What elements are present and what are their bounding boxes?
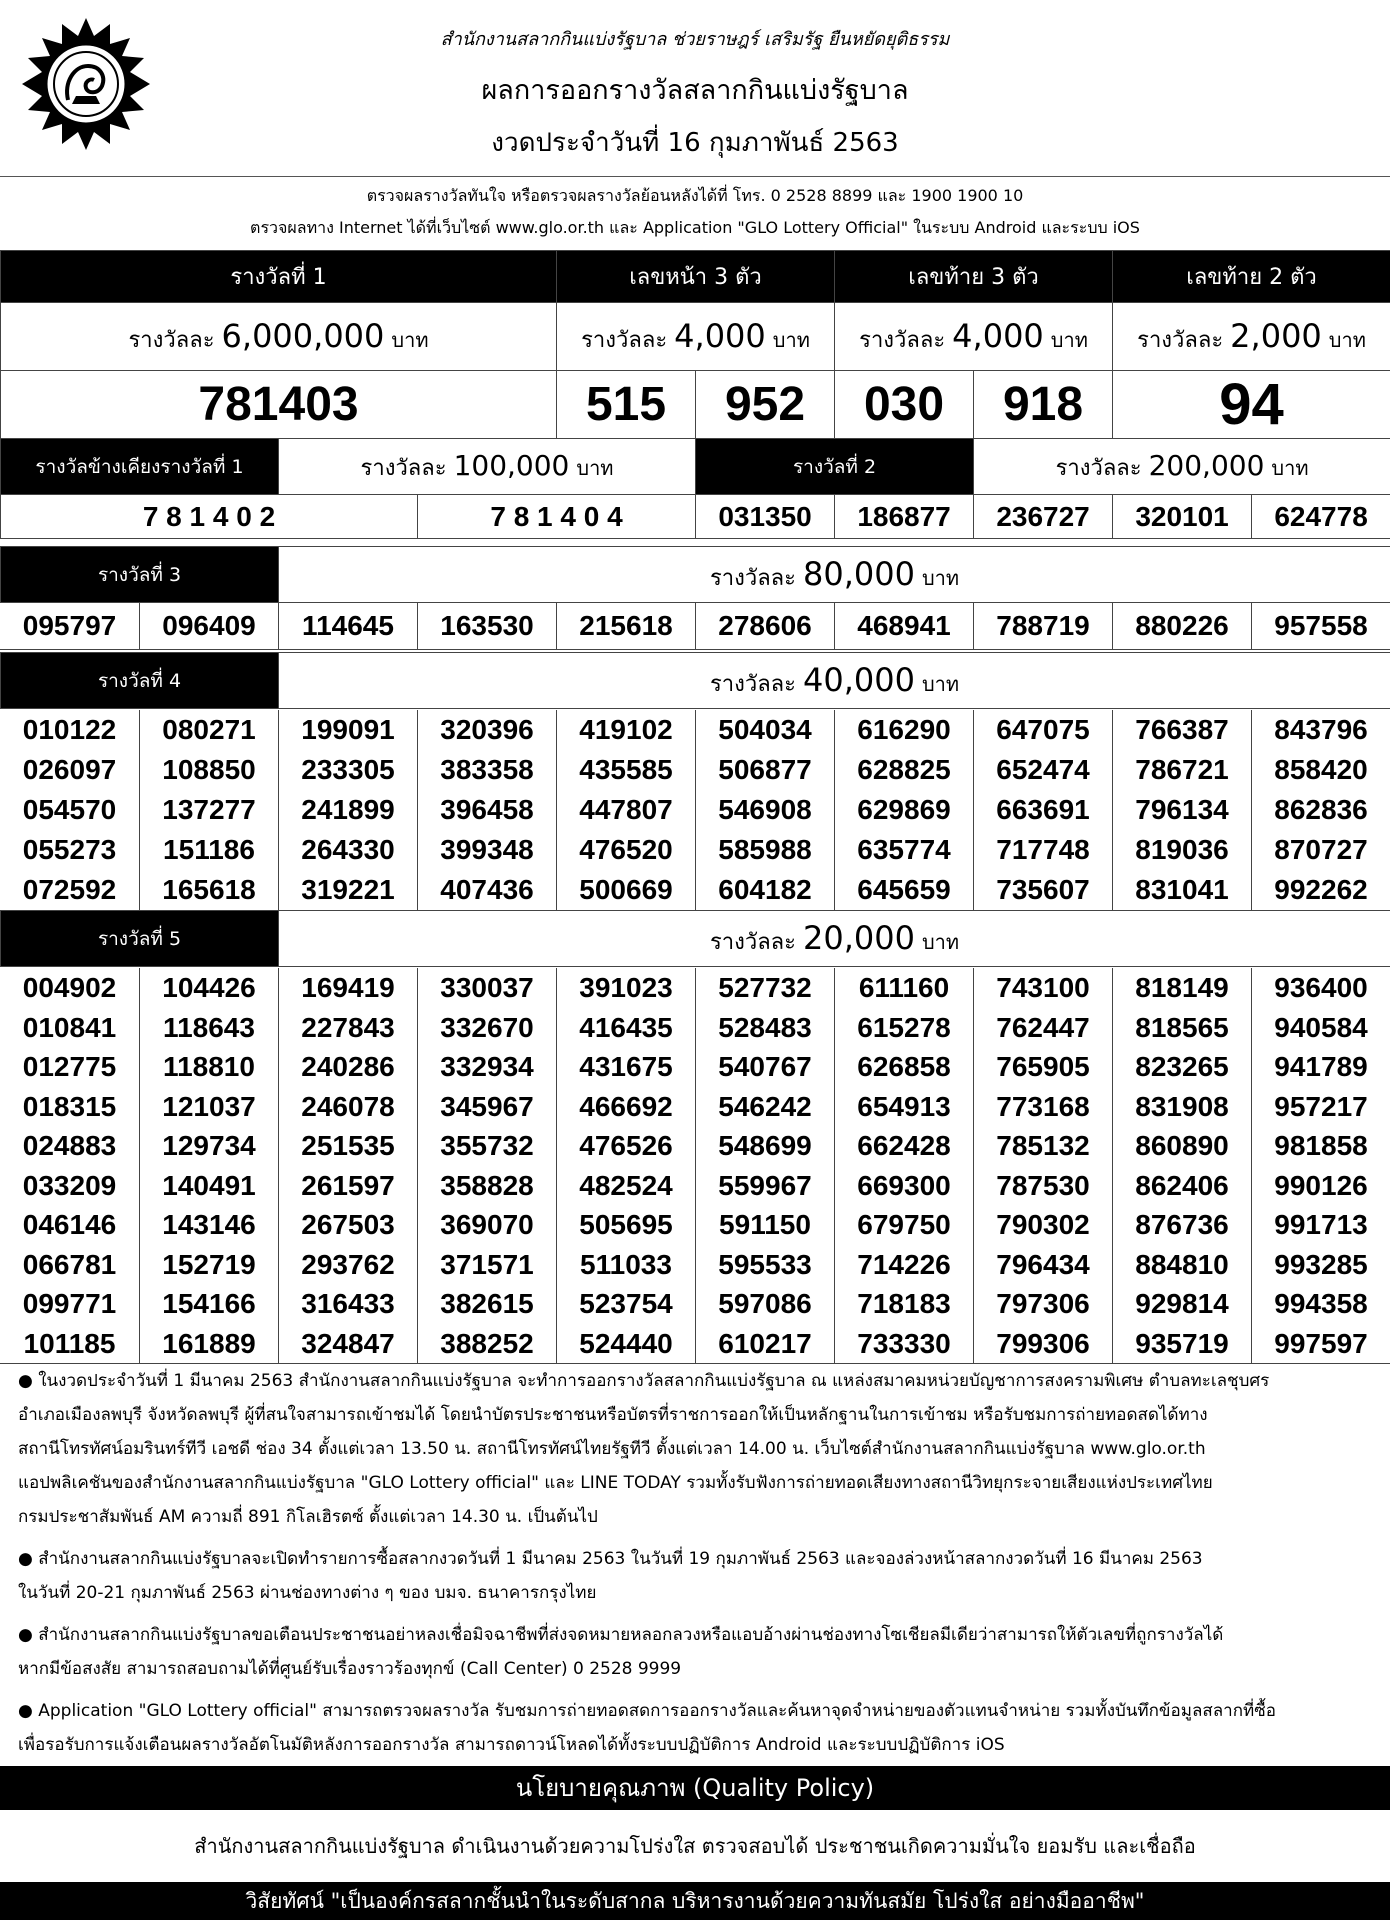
- first-prize-label: รางวัลที่ 1: [1, 251, 557, 303]
- fifth-prize-number: 790302: [973, 1205, 1112, 1245]
- second-prize-number: 031350: [696, 495, 835, 539]
- front3-amount: [557, 303, 835, 371]
- amount-value: 2,000: [1230, 316, 1322, 355]
- front3-number: 515: [557, 371, 696, 439]
- fourth-prize-number: 546908: [695, 790, 834, 830]
- amount-unit: บาท: [391, 327, 429, 352]
- third-prize-number: 163530: [417, 603, 556, 649]
- near-first-label: รางวัลข้างเคียงรางวัลที่ 1: [1, 439, 279, 495]
- fifth-prize-number: 240286: [278, 1047, 417, 1087]
- amount-value: 80,000: [802, 554, 915, 593]
- fifth-prize-number: 994358: [1251, 1284, 1390, 1324]
- fifth-prize-number: 981858: [1251, 1126, 1390, 1166]
- third-prize-number: 788719: [973, 603, 1112, 649]
- fifth-prize-number: 524440: [556, 1324, 695, 1364]
- third-prize-number: 096409: [139, 603, 278, 649]
- amount-unit: บาท: [921, 565, 960, 590]
- fifth-prize-number: 267503: [278, 1205, 417, 1245]
- fifth-prize-number: 527732: [695, 968, 834, 1008]
- fifth-prize-number: 595533: [695, 1245, 834, 1285]
- amount-prefix: รางวัลละ: [128, 327, 215, 353]
- fourth-prize-number: 604182: [695, 870, 834, 910]
- fifth-prize-number: 227843: [278, 1008, 417, 1048]
- fifth-prize-number: 799306: [973, 1324, 1112, 1364]
- last2-label: เลขท้าย 2 ตัว: [1113, 251, 1390, 303]
- fifth-prize-number: 797306: [973, 1284, 1112, 1324]
- fifth-prize-number: 101185: [23, 1327, 116, 1359]
- fourth-prize-number: 241899: [278, 790, 417, 830]
- first-prize-amount: [1, 303, 557, 371]
- fifth-prize-number: 860890: [1112, 1126, 1251, 1166]
- fourth-prize-number: 506877: [695, 750, 834, 790]
- third-prize-number: 095797: [22, 610, 117, 641]
- fourth-prize-number: 137277: [139, 790, 278, 830]
- glo-seal-logo: [18, 16, 154, 152]
- fifth-prize-number: 355732: [417, 1126, 556, 1166]
- fourth-prize-number: 629869: [834, 790, 973, 830]
- fifth-prize-number: 528483: [695, 1008, 834, 1048]
- fourth-prize-number: 407436: [417, 870, 556, 910]
- slogan: สำนักงานสลากกินแบ่งรัฐบาล ช่วยราษฎร์ เสริมรัฐ ยืนหยัดยุติธรรม: [440, 29, 950, 50]
- fifth-prize-number: 990126: [1251, 1166, 1390, 1206]
- fifth-prize-numbers: [0, 968, 1390, 1364]
- near-first-number: 7 8 1 4 0 2: [1, 495, 418, 539]
- fifth-prize-table: [0, 910, 1390, 967]
- fourth-prize-number: 717748: [973, 830, 1112, 870]
- fifth-prize-label: รางวัลที่ 5: [1, 911, 279, 967]
- amount-value: 100,000: [453, 448, 570, 482]
- amount-unit: บาท: [576, 455, 614, 480]
- fourth-prize-number: 616290: [834, 710, 973, 750]
- amount-value: 40,000: [802, 660, 915, 699]
- fifth-prize-number: 548699: [695, 1126, 834, 1166]
- fifth-prize-number: 540767: [695, 1047, 834, 1087]
- fifth-prize-number: 940584: [1251, 1008, 1390, 1048]
- amount-prefix: รางวัลละ: [709, 929, 796, 955]
- fourth-prize-amount: [279, 653, 1390, 709]
- fourth-prize-number: 862836: [1251, 790, 1390, 830]
- announcement-item: [18, 1618, 1378, 1686]
- fourth-prize-number: 233305: [278, 750, 417, 790]
- fifth-prize-number: 991713: [1251, 1205, 1390, 1245]
- fourth-prize-number: 199091: [278, 710, 417, 750]
- last2-number: 94: [1113, 371, 1390, 439]
- fifth-prize-number: 476526: [556, 1126, 695, 1166]
- fourth-prize-label: รางวัลที่ 4: [1, 653, 279, 709]
- fifth-prize-number: 818565: [1112, 1008, 1251, 1048]
- fourth-prize-number: 735607: [973, 870, 1112, 910]
- fourth-prize-number: 647075: [973, 710, 1112, 750]
- fifth-prize-number: 118810: [139, 1047, 278, 1087]
- fourth-prize-number: 264330: [278, 830, 417, 870]
- fourth-prize-number: 585988: [695, 830, 834, 870]
- fourth-prize-number: 663691: [973, 790, 1112, 830]
- fifth-prize-number: 654913: [834, 1087, 973, 1127]
- third-prize-number: 468941: [834, 603, 973, 649]
- amount-prefix: รางวัลละ: [859, 327, 946, 353]
- fifth-prize-number: 416435: [556, 1008, 695, 1048]
- announcement-line: ● สำนักงานสลากกินแบ่งรัฐบาลขอเตือนประชาชนอย่าหลงเชื่อมิจฉาชีพที่ส่งจดหมายหลอกลวงหรือแอบอ้างผ่านช่องทางโซเชียลมีเดียว่าสามารถให้ตัวเลขที่ถูกรางวัลได้: [18, 1625, 1224, 1645]
- fifth-prize-number: 121037: [139, 1087, 278, 1127]
- announcement-line: ● ในงวดประจำวันที่ 1 มีนาคม 2563 สำนักงานสลากกินแบ่งรัฐบาล จะทำการออกรางวัลสลากกินแบ่งรัฐบาล ณ แหล่งสมาคมหน่วยบัญชาการสงครามพิเศษ ตำบลทะเลชุบศร: [18, 1371, 1270, 1391]
- fifth-prize-number: 358828: [417, 1166, 556, 1206]
- fifth-prize-number: 993285: [1251, 1245, 1390, 1285]
- fifth-prize-number: 884810: [1112, 1245, 1251, 1285]
- divider: [0, 176, 1390, 177]
- amount-value: 20,000: [802, 918, 915, 957]
- fourth-prize-number: 796134: [1112, 790, 1251, 830]
- announcement-line: สถานีโทรทัศน์อมรินทร์ทีวี เอชดี ช่อง 34 ตั้งแต่เวลา 13.50 น. สถานีโทรทัศน์ไทยรัฐทีวี ตั้งแต่เวลา 14.00 น. เว็บไซต์สำนักงานสลากกินแบ่งรัฐบาล www.glo.or.th: [18, 1439, 1206, 1459]
- third-prize-table: [0, 546, 1390, 603]
- fifth-prize-number: 941789: [1251, 1047, 1390, 1087]
- fifth-prize-number: 662428: [834, 1126, 973, 1166]
- quality-policy-text: สำนักงานสลากกินแบ่งรัฐบาล ดำเนินงานด้วยความโปร่งใส ตรวจสอบได้ ประชาชนเกิดความมั่นใจ ยอมรับ และเชื่อถือ: [194, 1834, 1196, 1858]
- last3-number: 030: [835, 371, 974, 439]
- fifth-prize-number: 154166: [139, 1284, 278, 1324]
- check-internet-info: ตรวจผลทาง Internet ได้ที่เว็บไซต์ www.glo.or.th และ Application "GLO Lottery Official" ในระบบ Android และระบบ iOS: [250, 218, 1140, 237]
- fourth-prize-number: 399348: [417, 830, 556, 870]
- amount-prefix: รางวัลละ: [581, 327, 668, 353]
- fifth-prize-number: 246078: [278, 1087, 417, 1127]
- fifth-prize-number: 796434: [973, 1245, 1112, 1285]
- near-first-amount: [279, 439, 696, 495]
- fifth-prize-number: 718183: [834, 1284, 973, 1324]
- amount-unit: บาท: [1271, 455, 1309, 480]
- fifth-prize-number: 382615: [417, 1284, 556, 1324]
- fifth-prize-number: 369070: [417, 1205, 556, 1245]
- fifth-prize-number: 626858: [834, 1047, 973, 1087]
- fifth-prize-number: 597086: [695, 1284, 834, 1324]
- fifth-prize-number: 046146: [22, 1209, 117, 1240]
- amount-value: 4,000: [952, 316, 1044, 355]
- announcements: [18, 1364, 1378, 1770]
- second-prize-number: 236727: [974, 495, 1113, 539]
- fifth-prize-number: 523754: [556, 1284, 695, 1324]
- fifth-prize-number: 610217: [695, 1324, 834, 1364]
- fifth-prize-number: 431675: [556, 1047, 695, 1087]
- amount-value: 200,000: [1148, 448, 1265, 482]
- third-prize-number: 278606: [695, 603, 834, 649]
- fifth-prize-number: 388252: [417, 1324, 556, 1364]
- fifth-prize-number: 773168: [973, 1087, 1112, 1127]
- amount-unit: บาท: [1328, 327, 1366, 352]
- fourth-prize-number: 151186: [139, 830, 278, 870]
- fourth-prize-number: 858420: [1251, 750, 1390, 790]
- first-prize-number: 781403: [1, 371, 557, 439]
- main-prizes-table: [0, 250, 1390, 439]
- third-prize-label: รางวัลที่ 3: [1, 547, 279, 603]
- fourth-prize-number: 435585: [556, 750, 695, 790]
- fifth-prize-number: 762447: [973, 1008, 1112, 1048]
- fourth-prize-number: 010122: [22, 714, 117, 745]
- front3-label: เลขหน้า 3 ตัว: [557, 251, 835, 303]
- fourth-prize-number: 108850: [139, 750, 278, 790]
- fifth-prize-number: 004902: [22, 972, 117, 1003]
- announcement-line: ในวันที่ 20-21 กุมภาพันธ์ 2563 ผ่านช่องทางต่าง ๆ ของ บมจ. ธนาคารกรุงไทย: [18, 1583, 597, 1603]
- third-prize-amount: [279, 547, 1390, 603]
- page-title: ผลการออกรางวัลสลากกินแบ่งรัฐบาล: [481, 75, 909, 106]
- fifth-prize-number: 169419: [278, 968, 417, 1008]
- announcement-item: [18, 1364, 1378, 1534]
- fourth-prize-number: 831041: [1112, 870, 1251, 910]
- fourth-prize-number: 843796: [1251, 710, 1390, 750]
- fifth-prize-number: 332934: [417, 1047, 556, 1087]
- second-prize-number: 320101: [1113, 495, 1252, 539]
- fourth-prize-number: 383358: [417, 750, 556, 790]
- second-prize-amount: [974, 439, 1390, 495]
- fourth-prize-number: 447807: [556, 790, 695, 830]
- fifth-prize-number: 765905: [973, 1047, 1112, 1087]
- second-prize-number: 624778: [1252, 495, 1390, 539]
- fourth-prize-number: 396458: [417, 790, 556, 830]
- fifth-prize-number: 161889: [139, 1324, 278, 1364]
- fifth-prize-number: 140491: [139, 1166, 278, 1206]
- amount-unit: บาท: [772, 327, 810, 352]
- amount-unit: บาท: [1050, 327, 1088, 352]
- fourth-prize-number: 992262: [1251, 870, 1390, 910]
- fourth-prize-number: 419102: [556, 710, 695, 750]
- announcement-line: แอปพลิเคชันของสำนักงานสลากกินแบ่งรัฐบาล "GLO Lottery official" และ LINE TODAY รวมทั้งรับฟังการถ่ายทอดเสียงทางสถานีวิทยุกระจายเสียงแห่งประเทศไทย: [18, 1473, 1213, 1493]
- check-phone-info: ตรวจผลรางวัลทันใจ หรือตรวจผลรางวัลย้อนหลังได้ที่ โทร. 0 2528 8899 และ 1900 1900 10: [366, 186, 1024, 205]
- fourth-prize-number: 080271: [139, 710, 278, 750]
- announcement-line: ● Application "GLO Lottery official" สามารถตรวจผลรางวัล รับชมการถ่ายทอดสดการออกรางวัลและค้นหาจุดจำหน่ายของตัวแทนจำหน่าย รวมทั้งบันทึกข้อมูลสลากที่ซื้อ: [18, 1701, 1276, 1721]
- last3-number: 918: [974, 371, 1113, 439]
- fifth-prize-number: 012775: [22, 1051, 117, 1082]
- fifth-prize-number: 152719: [139, 1245, 278, 1285]
- fourth-prize-number: 504034: [695, 710, 834, 750]
- announcement-line: เพื่อรอรับการแจ้งเตือนผลรางวัลอัตโนมัติหลังการออกรางวัล สามารถดาวน์โหลดได้ทั้งระบบปฏิบัติการ Android และระบบปฏิบัติการ iOS: [18, 1735, 1005, 1755]
- second-prize-number: 186877: [835, 495, 974, 539]
- amount-unit: บาท: [921, 671, 960, 696]
- fourth-prize-number: 319221: [278, 870, 417, 910]
- announcement-line: กรมประชาสัมพันธ์ AM ความถี่ 891 กิโลเฮิรตซ์ ตั้งแต่เวลา 14.30 น. เป็นต้นไป: [18, 1507, 598, 1527]
- quality-policy-title: นโยบายคุณภาพ (Quality Policy): [0, 1766, 1390, 1810]
- fifth-prize-number: 714226: [834, 1245, 973, 1285]
- fifth-prize-amount: [279, 911, 1390, 967]
- fifth-prize-number: 332670: [417, 1008, 556, 1048]
- last3-amount: [835, 303, 1113, 371]
- fifth-prize-number: 033209: [22, 1169, 117, 1201]
- amount-value: 4,000: [674, 316, 766, 355]
- amount-value: 6,000,000: [221, 316, 385, 355]
- announcement-line: อำเภอเมืองลพบุรี จังหวัดลพบุรี ผู้ที่สนใจสามารถเข้าชมได้ โดยนำบัตรประชาชนหรือบัตรที่ราชการออกให้เป็นหลักฐานในการเข้าชม หรือรับชมการถ่ายทอดสดได้ทาง: [18, 1405, 1208, 1425]
- amount-unit: บาท: [921, 929, 960, 954]
- fifth-prize-number: 293762: [278, 1245, 417, 1285]
- fifth-prize-number: 787530: [973, 1166, 1112, 1206]
- fifth-prize-number: 936400: [1251, 968, 1390, 1008]
- fourth-prize-number: 766387: [1112, 710, 1251, 750]
- fifth-prize-number: 743100: [973, 968, 1112, 1008]
- fifth-prize-number: 785132: [973, 1126, 1112, 1166]
- fifth-prize-number: 482524: [556, 1166, 695, 1206]
- fifth-prize-number: 010841: [22, 1011, 117, 1043]
- fifth-prize-number: 862406: [1112, 1166, 1251, 1206]
- fourth-prize-number: 054570: [22, 794, 117, 825]
- fourth-prize-number: 819036: [1112, 830, 1251, 870]
- fifth-prize-number: 546242: [695, 1087, 834, 1127]
- fifth-prize-number: 876736: [1112, 1205, 1251, 1245]
- header: [0, 0, 1390, 176]
- fifth-prize-number: 559967: [695, 1166, 834, 1206]
- fifth-prize-number: 251535: [278, 1126, 417, 1166]
- fifth-prize-number: 733330: [834, 1324, 973, 1364]
- fourth-prize-number: 628825: [834, 750, 973, 790]
- fifth-prize-number: 391023: [556, 968, 695, 1008]
- fourth-prize-number: 635774: [834, 830, 973, 870]
- third-prize-number: 215618: [556, 603, 695, 649]
- third-prize-numbers: [0, 602, 1390, 650]
- near-first-number: 7 8 1 4 0 4: [418, 495, 696, 539]
- fifth-prize-number: 324847: [278, 1324, 417, 1364]
- announcement-line: หากมีข้อสงสัย สามารถสอบถามได้ที่ศูนย์รับเรื่องราวร้องทุกข์ (Call Center) 0 2528 9999: [18, 1659, 682, 1679]
- fifth-prize-number: 831908: [1112, 1087, 1251, 1127]
- announcement-item: [18, 1694, 1378, 1762]
- fifth-prize-number: 466692: [556, 1087, 695, 1127]
- amount-prefix: รางวัลละ: [709, 565, 796, 591]
- fifth-prize-number: 330037: [417, 968, 556, 1008]
- fourth-prize-number: 026097: [22, 754, 117, 785]
- fourth-prize-number: 652474: [973, 750, 1112, 790]
- announcement-line: ● สำนักงานสลากกินแบ่งรัฐบาลจะเปิดทำรายการซื้อสลากงวดวันที่ 1 มีนาคม 2563 ในวันที่ 19 กุมภาพันธ์ 2563 และจองล่วงหน้าสลากงวดวันที่ 16 มีนาคม 2563: [18, 1549, 1203, 1569]
- fourth-prize-number: 476520: [556, 830, 695, 870]
- fifth-prize-number: 669300: [834, 1166, 973, 1206]
- fifth-prize-number: 024883: [22, 1130, 117, 1161]
- fifth-prize-number: 505695: [556, 1205, 695, 1245]
- amount-prefix: รางวัลละ: [360, 455, 447, 481]
- fifth-prize-number: 371571: [417, 1245, 556, 1285]
- fifth-prize-number: 018315: [22, 1090, 117, 1122]
- fourth-prize-number: 320396: [417, 710, 556, 750]
- third-prize-number: 114645: [278, 603, 417, 649]
- fifth-prize-number: 957217: [1251, 1087, 1390, 1127]
- fourth-prize-number: 645659: [834, 870, 973, 910]
- fifth-prize-number: 935719: [1112, 1324, 1251, 1364]
- fifth-prize-number: 997597: [1251, 1324, 1390, 1364]
- last3-label: เลขท้าย 3 ตัว: [835, 251, 1113, 303]
- third-prize-number: 880226: [1112, 603, 1251, 649]
- fourth-prize-numbers: [0, 710, 1390, 911]
- fourth-prize-number: 870727: [1251, 830, 1390, 870]
- fifth-prize-number: 818149: [1112, 968, 1251, 1008]
- fourth-prize-number: 055273: [22, 834, 117, 865]
- front3-number: 952: [696, 371, 835, 439]
- fifth-prize-number: 099771: [22, 1288, 117, 1319]
- fifth-prize-number: 104426: [139, 968, 278, 1008]
- amount-prefix: รางวัลละ: [1137, 327, 1224, 353]
- fifth-prize-number: 345967: [417, 1087, 556, 1127]
- fifth-prize-number: 615278: [834, 1008, 973, 1048]
- fifth-prize-number: 823265: [1112, 1047, 1251, 1087]
- fifth-prize-number: 118643: [139, 1008, 278, 1048]
- amount-prefix: รางวัลละ: [709, 671, 796, 697]
- fourth-prize-number: 165618: [139, 870, 278, 910]
- fourth-prize-table: [0, 652, 1390, 709]
- fifth-prize-number: 929814: [1112, 1284, 1251, 1324]
- fifth-prize-number: 679750: [834, 1205, 973, 1245]
- fifth-prize-number: 316433: [278, 1284, 417, 1324]
- last2-amount: [1113, 303, 1390, 371]
- vision-statement: วิสัยทัศน์ "เป็นองค์กรสลากชั้นนำในระดับสากล บริหารงานด้วยความทันสมัย โปร่งใส อย่างมืออาชีพ": [0, 1882, 1390, 1920]
- draw-date: งวดประจำวันที่ 16 กุมภาพันธ์ 2563: [491, 128, 899, 158]
- near-second-table: [0, 438, 1390, 539]
- fifth-prize-number: 261597: [278, 1166, 417, 1206]
- announcement-item: [18, 1542, 1378, 1610]
- fifth-prize-number: 143146: [139, 1205, 278, 1245]
- fourth-prize-number: 072592: [22, 874, 117, 905]
- third-prize-number: 957558: [1251, 603, 1390, 649]
- second-prize-label: รางวัลที่ 2: [696, 439, 974, 495]
- fifth-prize-number: 511033: [556, 1245, 695, 1285]
- fifth-prize-number: 066781: [22, 1248, 117, 1280]
- fifth-prize-number: 129734: [139, 1126, 278, 1166]
- fourth-prize-number: 500669: [556, 870, 695, 910]
- fourth-prize-number: 786721: [1112, 750, 1251, 790]
- amount-prefix: รางวัลละ: [1055, 455, 1142, 481]
- fifth-prize-number: 611160: [834, 968, 973, 1008]
- fifth-prize-number: 591150: [695, 1205, 834, 1245]
